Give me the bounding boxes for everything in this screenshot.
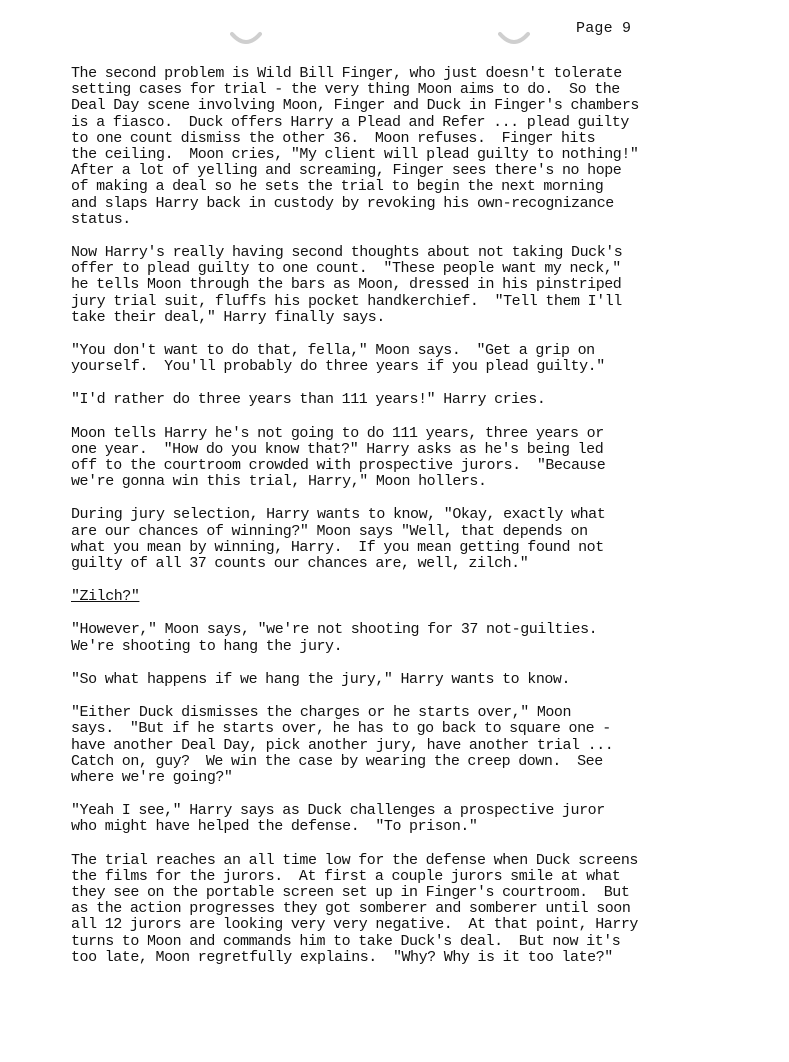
document-body: [71, 66, 731, 983]
page-number: Page 9: [576, 20, 632, 37]
paragraph: "Yeah I see," Harry says as Duck challenges a prospective juror who might have helped the defense. "To prison.": [71, 802, 605, 836]
paragraph: Moon tells Harry he's not going to do 111 years, three years or one year. "How do you know that?" Harry asks as he's being led off to the courtroom crowded with prospective jurors. "Because we're gonna win this trial, Harry," Moon hollers.: [71, 424, 606, 491]
paragraph: The second problem is Wild Bill Finger, who just doesn't tolerate setting cases for trial - the very thing Moon aims to do. So the Deal Day scene involving Moon, Finger and Duck in Finger's chambers is a fiasco. Duck offers Harry a Plead and Refer ... plead guilty to one count dismiss the other 36. Moon refuses. Finger hits the ceiling. Moon cries, "My client will plead guilty to nothing!" After a lot of yelling and screaming, Finger sees there's no hope of making a deal so he sets the trial to begin the next morning and slaps Harry back in custody by revoking his own-recognizance status.: [71, 65, 639, 228]
paragraph: "I'd rather do three years than 111 years!" Harry cries.: [71, 391, 546, 409]
paragraph: "So what happens if we hang the jury," Harry wants to know.: [71, 670, 571, 688]
punch-hole-mark-right: [498, 30, 530, 50]
paragraph: Now Harry's really having second thoughts about not taking Duck's offer to plead guilty to one count. "These people want my neck," he tells Moon through the bars as Moon, dressed in his pinstriped jury trial suit, fluffs his pocket handkerchief. "Tell them I'll take their deal," Harry finally says.: [71, 244, 623, 326]
paragraph: "You don't want to do that, fella," Moon says. "Get a grip on yourself. You'll probably do three years if you plead guilty.": [71, 342, 605, 376]
paragraph: "However," Moon says, "we're not shooting for 37 not-guilties. We're shooting to hang the jury.: [71, 621, 598, 655]
paragraph-zilch-underlined: "Zilch?": [71, 588, 140, 606]
paragraph: "Either Duck dismisses the charges or he starts over," Moon says. "But if he starts over, he has to go back to square one - have another Deal Day, pick another jury, have another trial ... Catch on, guy? We win the case by wearing the creep down. See where we're going?": [71, 704, 614, 786]
paragraph: During jury selection, Harry wants to know, "Okay, exactly what are our chances of winning?" Moon says "Well, that depends on what you mean by winning, Harry. If you mean getting found not guilty of all 37 counts our chances are, well, zilch.": [71, 506, 606, 573]
paragraph: The trial reaches an all time low for the defense when Duck screens the films for the jurors. At first a couple jurors smile at what they see on the portable screen set up in Finger's courtroom. But as the action progresses they got somberer and somberer until soon all 12 jurors are looking very very negative. At that point, Harry turns to Moon and commands him to take Duck's deal. But now it's too late, Moon regretfully explains. "Why? Why is it too late?": [71, 851, 638, 966]
punch-hole-mark-left: [230, 30, 262, 50]
